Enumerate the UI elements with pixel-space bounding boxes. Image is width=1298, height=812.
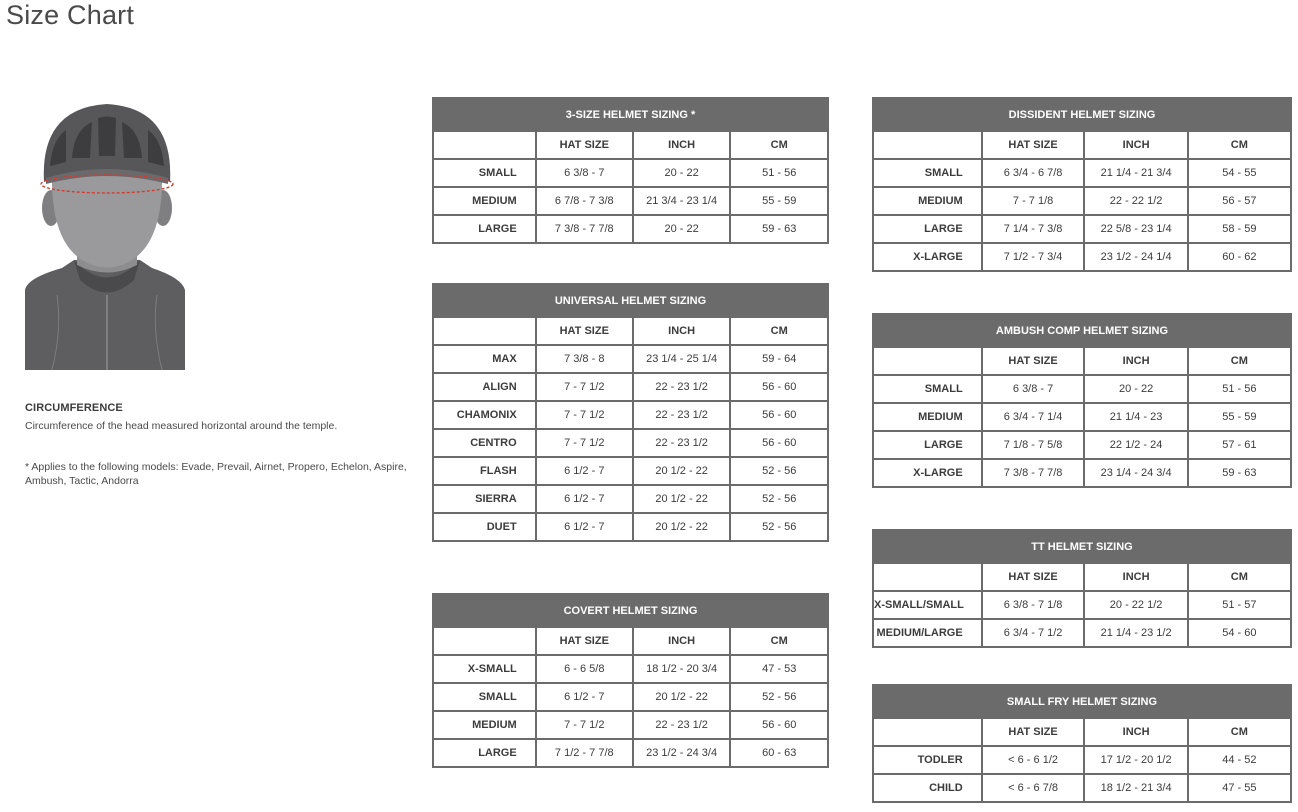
cm-cell: 47 - 53 — [730, 655, 828, 683]
column-header-cm: CM — [730, 317, 828, 345]
column-header-empty — [873, 131, 982, 159]
row-label: LARGE — [433, 215, 536, 243]
hat-size-cell: 6 3/8 - 7 — [536, 159, 633, 187]
table-row — [433, 215, 828, 243]
hat-size-cell: 7 3/8 - 8 — [536, 345, 633, 373]
column-header-row — [433, 317, 828, 345]
table-row — [433, 401, 828, 429]
table-row — [873, 774, 1291, 802]
column-header-cm: CM — [730, 131, 828, 159]
column-header-hat-size: HAT SIZE — [982, 563, 1085, 591]
hat-size-cell: 6 3/4 - 7 1/2 — [982, 619, 1085, 647]
column-header-hat-size: HAT SIZE — [536, 627, 633, 655]
column-header-hat-size: HAT SIZE — [982, 718, 1085, 746]
inch-cell: 21 1/4 - 23 1/2 — [1084, 619, 1187, 647]
table-title-row — [873, 314, 1291, 347]
row-label: MEDIUM/LARGE — [873, 619, 982, 647]
table-row — [873, 403, 1291, 431]
hat-size-cell: 7 1/2 - 7 3/4 — [982, 243, 1085, 271]
inch-cell: 21 1/4 - 21 3/4 — [1084, 159, 1187, 187]
table-title-row — [433, 98, 828, 131]
column-header-empty — [433, 317, 536, 345]
table-row — [433, 429, 828, 457]
cm-cell: 54 - 60 — [1188, 619, 1291, 647]
row-label: X-LARGE — [873, 243, 982, 271]
table-title: AMBUSH COMP HELMET SIZING — [873, 314, 1291, 347]
cm-cell: 60 - 62 — [1188, 243, 1291, 271]
inch-cell: 18 1/2 - 20 3/4 — [633, 655, 731, 683]
hat-size-cell: 7 - 7 1/2 — [536, 429, 633, 457]
cm-cell: 55 - 59 — [1188, 403, 1291, 431]
inch-cell: 20 - 22 — [1084, 375, 1187, 403]
table-3-size — [432, 97, 829, 244]
table-row — [433, 739, 828, 767]
cm-cell: 59 - 64 — [730, 345, 828, 373]
circumference-heading: CIRCUMFERENCE — [25, 402, 123, 414]
cm-cell: 56 - 60 — [730, 711, 828, 739]
cm-cell: 59 - 63 — [1188, 459, 1291, 487]
column-header-row — [873, 563, 1291, 591]
table-row — [433, 711, 828, 739]
column-header-row — [873, 131, 1291, 159]
inch-cell: 18 1/2 - 21 3/4 — [1084, 774, 1187, 802]
column-header-empty — [873, 718, 982, 746]
inch-cell: 20 - 22 — [633, 159, 731, 187]
hat-size-cell: 7 - 7 1/8 — [982, 187, 1085, 215]
row-label: ALIGN — [433, 373, 536, 401]
table-row — [873, 215, 1291, 243]
cm-cell: 56 - 57 — [1188, 187, 1291, 215]
row-label: SMALL — [433, 159, 536, 187]
row-label: LARGE — [433, 739, 536, 767]
table-title-row — [873, 98, 1291, 131]
row-label: X-LARGE — [873, 459, 982, 487]
hat-size-cell: 7 - 7 1/2 — [536, 711, 633, 739]
column-header-inch: INCH — [633, 627, 731, 655]
cm-cell: 54 - 55 — [1188, 159, 1291, 187]
cm-cell: 47 - 55 — [1188, 774, 1291, 802]
inch-cell: 20 - 22 — [633, 215, 731, 243]
column-header-hat-size: HAT SIZE — [982, 347, 1085, 375]
hat-size-cell: 6 3/4 - 6 7/8 — [982, 159, 1085, 187]
hat-size-cell: 6 1/2 - 7 — [536, 457, 633, 485]
inch-cell: 21 3/4 - 23 1/4 — [633, 187, 731, 215]
inch-cell: 22 - 22 1/2 — [1084, 187, 1187, 215]
row-label: MEDIUM — [433, 187, 536, 215]
column-header-cm: CM — [1188, 718, 1291, 746]
table-row — [433, 457, 828, 485]
hat-size-cell: < 6 - 6 7/8 — [982, 774, 1085, 802]
table-title-row — [873, 530, 1291, 563]
table-row — [873, 187, 1291, 215]
column-header-row — [433, 627, 828, 655]
row-label: SMALL — [873, 159, 982, 187]
inch-cell: 22 - 23 1/2 — [633, 373, 731, 401]
row-label: SMALL — [433, 683, 536, 711]
cm-cell: 57 - 61 — [1188, 431, 1291, 459]
inch-cell: 21 1/4 - 23 — [1084, 403, 1187, 431]
hat-size-cell: 6 3/8 - 7 — [982, 375, 1085, 403]
cm-cell: 59 - 63 — [730, 215, 828, 243]
face-shape — [52, 170, 162, 268]
row-label: MEDIUM — [873, 403, 982, 431]
table-title: COVERT HELMET SIZING — [433, 594, 828, 627]
column-header-inch: INCH — [1084, 131, 1187, 159]
hat-size-cell: 7 3/8 - 7 7/8 — [536, 215, 633, 243]
table-row — [873, 375, 1291, 403]
row-label: X-SMALL — [433, 655, 536, 683]
row-label: LARGE — [873, 431, 982, 459]
table-title-row — [873, 685, 1291, 718]
column-header-inch: INCH — [633, 131, 731, 159]
table-row — [433, 187, 828, 215]
hat-size-cell: 7 - 7 1/2 — [536, 373, 633, 401]
cm-cell: 55 - 59 — [730, 187, 828, 215]
inch-cell: 20 1/2 - 22 — [633, 513, 731, 541]
table-row — [433, 159, 828, 187]
row-label: MEDIUM — [433, 711, 536, 739]
column-header-inch: INCH — [1084, 347, 1187, 375]
row-label: SMALL — [873, 375, 982, 403]
column-header-cm: CM — [1188, 563, 1291, 591]
column-header-cm: CM — [1188, 131, 1291, 159]
column-header-row — [873, 347, 1291, 375]
inch-cell: 22 - 23 1/2 — [633, 401, 731, 429]
cm-cell: 51 - 56 — [1188, 375, 1291, 403]
table-row — [873, 619, 1291, 647]
models-footnote: * Applies to the following models: Evade, Prevail, Airnet, Propero, Echelon, Aspire, Ambush, Tactic, Andorra — [25, 461, 407, 487]
table-row — [873, 431, 1291, 459]
column-header-inch: INCH — [1084, 563, 1187, 591]
table-row — [433, 655, 828, 683]
hat-size-cell: 7 - 7 1/2 — [536, 401, 633, 429]
hat-size-cell: 6 - 6 5/8 — [536, 655, 633, 683]
row-label: CHAMONIX — [433, 401, 536, 429]
table-covert — [432, 593, 829, 768]
hat-size-cell: 6 1/2 - 7 — [536, 485, 633, 513]
hat-size-cell: 7 1/2 - 7 7/8 — [536, 739, 633, 767]
column-header-empty — [873, 563, 982, 591]
table-title: 3-SIZE HELMET SIZING * — [433, 98, 828, 131]
hat-size-cell: 6 3/4 - 7 1/4 — [982, 403, 1085, 431]
hat-size-cell: < 6 - 6 1/2 — [982, 746, 1085, 774]
table-title: DISSIDENT HELMET SIZING — [873, 98, 1291, 131]
hat-size-cell: 6 1/2 - 7 — [536, 513, 633, 541]
column-header-hat-size: HAT SIZE — [536, 131, 633, 159]
hat-size-cell: 7 1/8 - 7 5/8 — [982, 431, 1085, 459]
inch-cell: 17 1/2 - 20 1/2 — [1084, 746, 1187, 774]
table-title: UNIVERSAL HELMET SIZING — [433, 284, 828, 317]
row-label: FLASH — [433, 457, 536, 485]
inch-cell: 22 - 23 1/2 — [633, 711, 731, 739]
jersey-shape — [25, 260, 185, 370]
column-header-empty — [873, 347, 982, 375]
table-ambush-comp — [872, 313, 1292, 488]
table-universal — [432, 283, 829, 542]
column-header-row — [873, 718, 1291, 746]
hat-size-cell: 7 1/4 - 7 3/8 — [982, 215, 1085, 243]
table-row — [873, 746, 1291, 774]
inch-cell: 23 1/2 - 24 3/4 — [633, 739, 731, 767]
column-header-hat-size: HAT SIZE — [982, 131, 1085, 159]
cm-cell: 52 - 56 — [730, 513, 828, 541]
column-header-row — [433, 131, 828, 159]
table-row — [433, 345, 828, 373]
row-label: CENTRO — [433, 429, 536, 457]
column-header-cm: CM — [730, 627, 828, 655]
table-row — [433, 513, 828, 541]
inch-cell: 20 1/2 - 22 — [633, 485, 731, 513]
table-row — [873, 243, 1291, 271]
cm-cell: 44 - 52 — [1188, 746, 1291, 774]
table-title: TT HELMET SIZING — [873, 530, 1291, 563]
column-header-inch: INCH — [1084, 718, 1187, 746]
inch-cell: 22 5/8 - 23 1/4 — [1084, 215, 1187, 243]
table-small-fry — [872, 684, 1292, 803]
column-header-hat-size: HAT SIZE — [536, 317, 633, 345]
cm-cell: 56 - 60 — [730, 401, 828, 429]
inch-cell: 22 - 23 1/2 — [633, 429, 731, 457]
cm-cell: 58 - 59 — [1188, 215, 1291, 243]
table-row — [873, 459, 1291, 487]
table-title: SMALL FRY HELMET SIZING — [873, 685, 1291, 718]
row-label: SIERRA — [433, 485, 536, 513]
row-label: MAX — [433, 345, 536, 373]
table-row — [873, 591, 1291, 619]
cm-cell: 52 - 56 — [730, 683, 828, 711]
inch-cell: 23 1/2 - 24 1/4 — [1084, 243, 1187, 271]
column-header-cm: CM — [1188, 347, 1291, 375]
row-label: CHILD — [873, 774, 982, 802]
inch-cell: 20 1/2 - 22 — [633, 683, 731, 711]
hat-size-cell: 7 3/8 - 7 7/8 — [982, 459, 1085, 487]
table-row — [873, 159, 1291, 187]
inch-cell: 20 - 22 1/2 — [1084, 591, 1187, 619]
column-header-empty — [433, 627, 536, 655]
helmet-vent-2 — [98, 117, 116, 157]
cm-cell: 56 - 60 — [730, 373, 828, 401]
table-dissident — [872, 97, 1292, 272]
helmet-head-illustration — [22, 100, 192, 375]
inch-cell: 23 1/4 - 24 3/4 — [1084, 459, 1187, 487]
cm-cell: 52 - 56 — [730, 457, 828, 485]
hat-size-cell: 6 7/8 - 7 3/8 — [536, 187, 633, 215]
column-header-inch: INCH — [633, 317, 731, 345]
hat-size-cell: 6 3/8 - 7 1/8 — [982, 591, 1085, 619]
circumference-description: Circumference of the head measured horizontal around the temple. — [25, 420, 338, 432]
table-title-row — [433, 284, 828, 317]
row-label: MEDIUM — [873, 187, 982, 215]
table-row — [433, 485, 828, 513]
cm-cell: 51 - 57 — [1188, 591, 1291, 619]
table-tt — [872, 529, 1292, 648]
cm-cell: 52 - 56 — [730, 485, 828, 513]
inch-cell: 22 1/2 - 24 — [1084, 431, 1187, 459]
row-label: DUET — [433, 513, 536, 541]
hat-size-cell: 6 1/2 - 7 — [536, 683, 633, 711]
inch-cell: 23 1/4 - 25 1/4 — [633, 345, 731, 373]
row-label: LARGE — [873, 215, 982, 243]
page-title: Size Chart — [6, 0, 135, 30]
row-label: X-SMALL/SMALL — [873, 591, 982, 619]
inch-cell: 20 1/2 - 22 — [633, 457, 731, 485]
cm-cell: 51 - 56 — [730, 159, 828, 187]
table-row — [433, 373, 828, 401]
table-row — [433, 683, 828, 711]
table-title-row — [433, 594, 828, 627]
cm-cell: 56 - 60 — [730, 429, 828, 457]
row-label: TODLER — [873, 746, 982, 774]
column-header-empty — [433, 131, 536, 159]
cm-cell: 60 - 63 — [730, 739, 828, 767]
